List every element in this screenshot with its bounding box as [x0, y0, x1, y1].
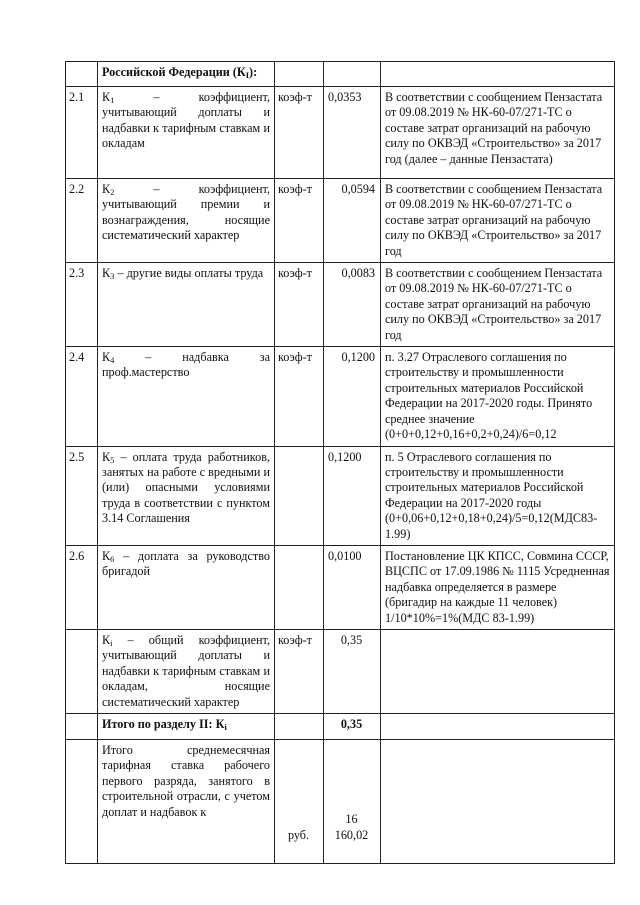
cell-unit: коэф-т: [275, 629, 324, 713]
cell-value: 0,0594: [324, 179, 381, 263]
cell-source: [381, 62, 615, 87]
cell-source: п. 5 Отраслевого соглашения по строительству и промышленности строительных материалов Российской Федерации на 2017-2020 годы (0+0,06+0,12+0,18+0,24)/5=0,12(МДС83-1.99): [381, 446, 615, 545]
cell-unit: руб.: [275, 740, 324, 864]
cell-name: Российской Федерации $(К_I)$:: [98, 62, 275, 87]
cell-source: Постановление ЦК КПСС, Совмина СССР, ВЦСПС от 17.09.1986 № 1115 Усредненная надбавка определяется в размере (бригадир на каждые 11 человек) 1/10*10%=1%(МДС 83-1.99): [381, 545, 615, 629]
cell-unit: коэф-т: [275, 179, 324, 263]
cell-unit: коэф-т: [275, 87, 324, 179]
cell-num: 2.5: [66, 446, 98, 545]
cell-value: 0,0353: [324, 87, 381, 179]
cell-num: [66, 62, 98, 87]
cell-unit: [275, 62, 324, 87]
cell-name: $К_i$ – общий коэффициент, учитывающий доплаты и надбавки к тарифным ставкам и окладам, носящие систематический характер: [98, 629, 275, 713]
cell-value: [324, 62, 381, 87]
cell-num: [66, 740, 98, 864]
cell-num: 2.4: [66, 347, 98, 446]
cell-unit: коэф-т: [275, 263, 324, 347]
cell-num: [66, 629, 98, 713]
table-row: [66, 179, 615, 263]
table-row: [66, 347, 615, 446]
cell-source: [381, 740, 615, 864]
cell-num: 2.6: [66, 545, 98, 629]
table-row-final-total: [66, 740, 615, 864]
table-row-total-coefficient: [66, 629, 615, 713]
cell-value: 0,1200: [324, 347, 381, 446]
cell-unit: [275, 446, 324, 545]
table-row: [66, 263, 615, 347]
cost-table: [65, 61, 615, 864]
cell-num: 2.2: [66, 179, 98, 263]
cell-value: 0,0083: [324, 263, 381, 347]
cell-source: В соответствии с сообщением Пензастата от 09.08.2019 № НК-60-07/271-ТС о составе затрат организаций на рабочую силу по ОКВЭД «Строительство» за 2017 год (далее – данные Пензастата): [381, 87, 615, 179]
cell-name: $К_4$ – надбавка за проф.мастерство: [98, 347, 275, 446]
cell-name: Итого среднемесячная тарифная ставка рабочего первого разряда, занятого в строительной отрасли, с учетом доплат и надбавок к: [98, 740, 275, 864]
cell-num: 2.1: [66, 87, 98, 179]
cell-name: $К_5$ – оплата труда работников, занятых на работе с вредными и (или) опасными условиями труда в соответствии с пунктом 3.14 Соглашения: [98, 446, 275, 545]
cell-value: 0,35: [324, 629, 381, 713]
cell-name: $К_3$ – другие виды оплаты труда: [98, 263, 275, 347]
table-row-section-total: [66, 714, 615, 740]
cell-unit: [275, 714, 324, 740]
cell-unit: коэф-т: [275, 347, 324, 446]
cell-source: п. 3.27 Отраслевого соглашения по строительству и промышленности строительных материалов Российской Федерации на 2017-2020 годы. Принято среднее значение (0+0+0,12+0,16+0,2+0,24)/6=0,12: [381, 347, 615, 446]
cell-name: $К_1$ – коэффициент, учитывающий доплаты и надбавки к тарифным ставкам и окладам: [98, 87, 275, 179]
cell-name: $К_6$ – доплата за руководство бригадой: [98, 545, 275, 629]
cell-num: [66, 714, 98, 740]
cell-name: $К_2$ – коэффициент, учитывающий премии и вознаграждения, носящие систематический характер: [98, 179, 275, 263]
cell-source: В соответствии с сообщением Пензастата от 09.08.2019 № НК-60-07/271-ТС о составе затрат организаций на рабочую силу по ОКВЭД «Строительство» за 2017 год: [381, 179, 615, 263]
cell-unit: [275, 545, 324, 629]
cell-source: [381, 714, 615, 740]
cell-value: 0,0100: [324, 545, 381, 629]
cell-num: 2.3: [66, 263, 98, 347]
cell-value: 16 160,02: [324, 740, 381, 864]
cell-value: 0,35: [324, 714, 381, 740]
cell-value: 0,1200: [324, 446, 381, 545]
table-row: [66, 446, 615, 545]
cell-name: Итого по разделу II: $К_i$: [98, 714, 275, 740]
table-row-header: [66, 62, 615, 87]
cell-source: [381, 629, 615, 713]
cell-source: В соответствии с сообщением Пензастата от 09.08.2019 № НК-60-07/271-ТС о составе затрат организаций на рабочую силу по ОКВЭД «Строительство» за 2017 год: [381, 263, 615, 347]
table-row: [66, 87, 615, 179]
table-row: [66, 545, 615, 629]
